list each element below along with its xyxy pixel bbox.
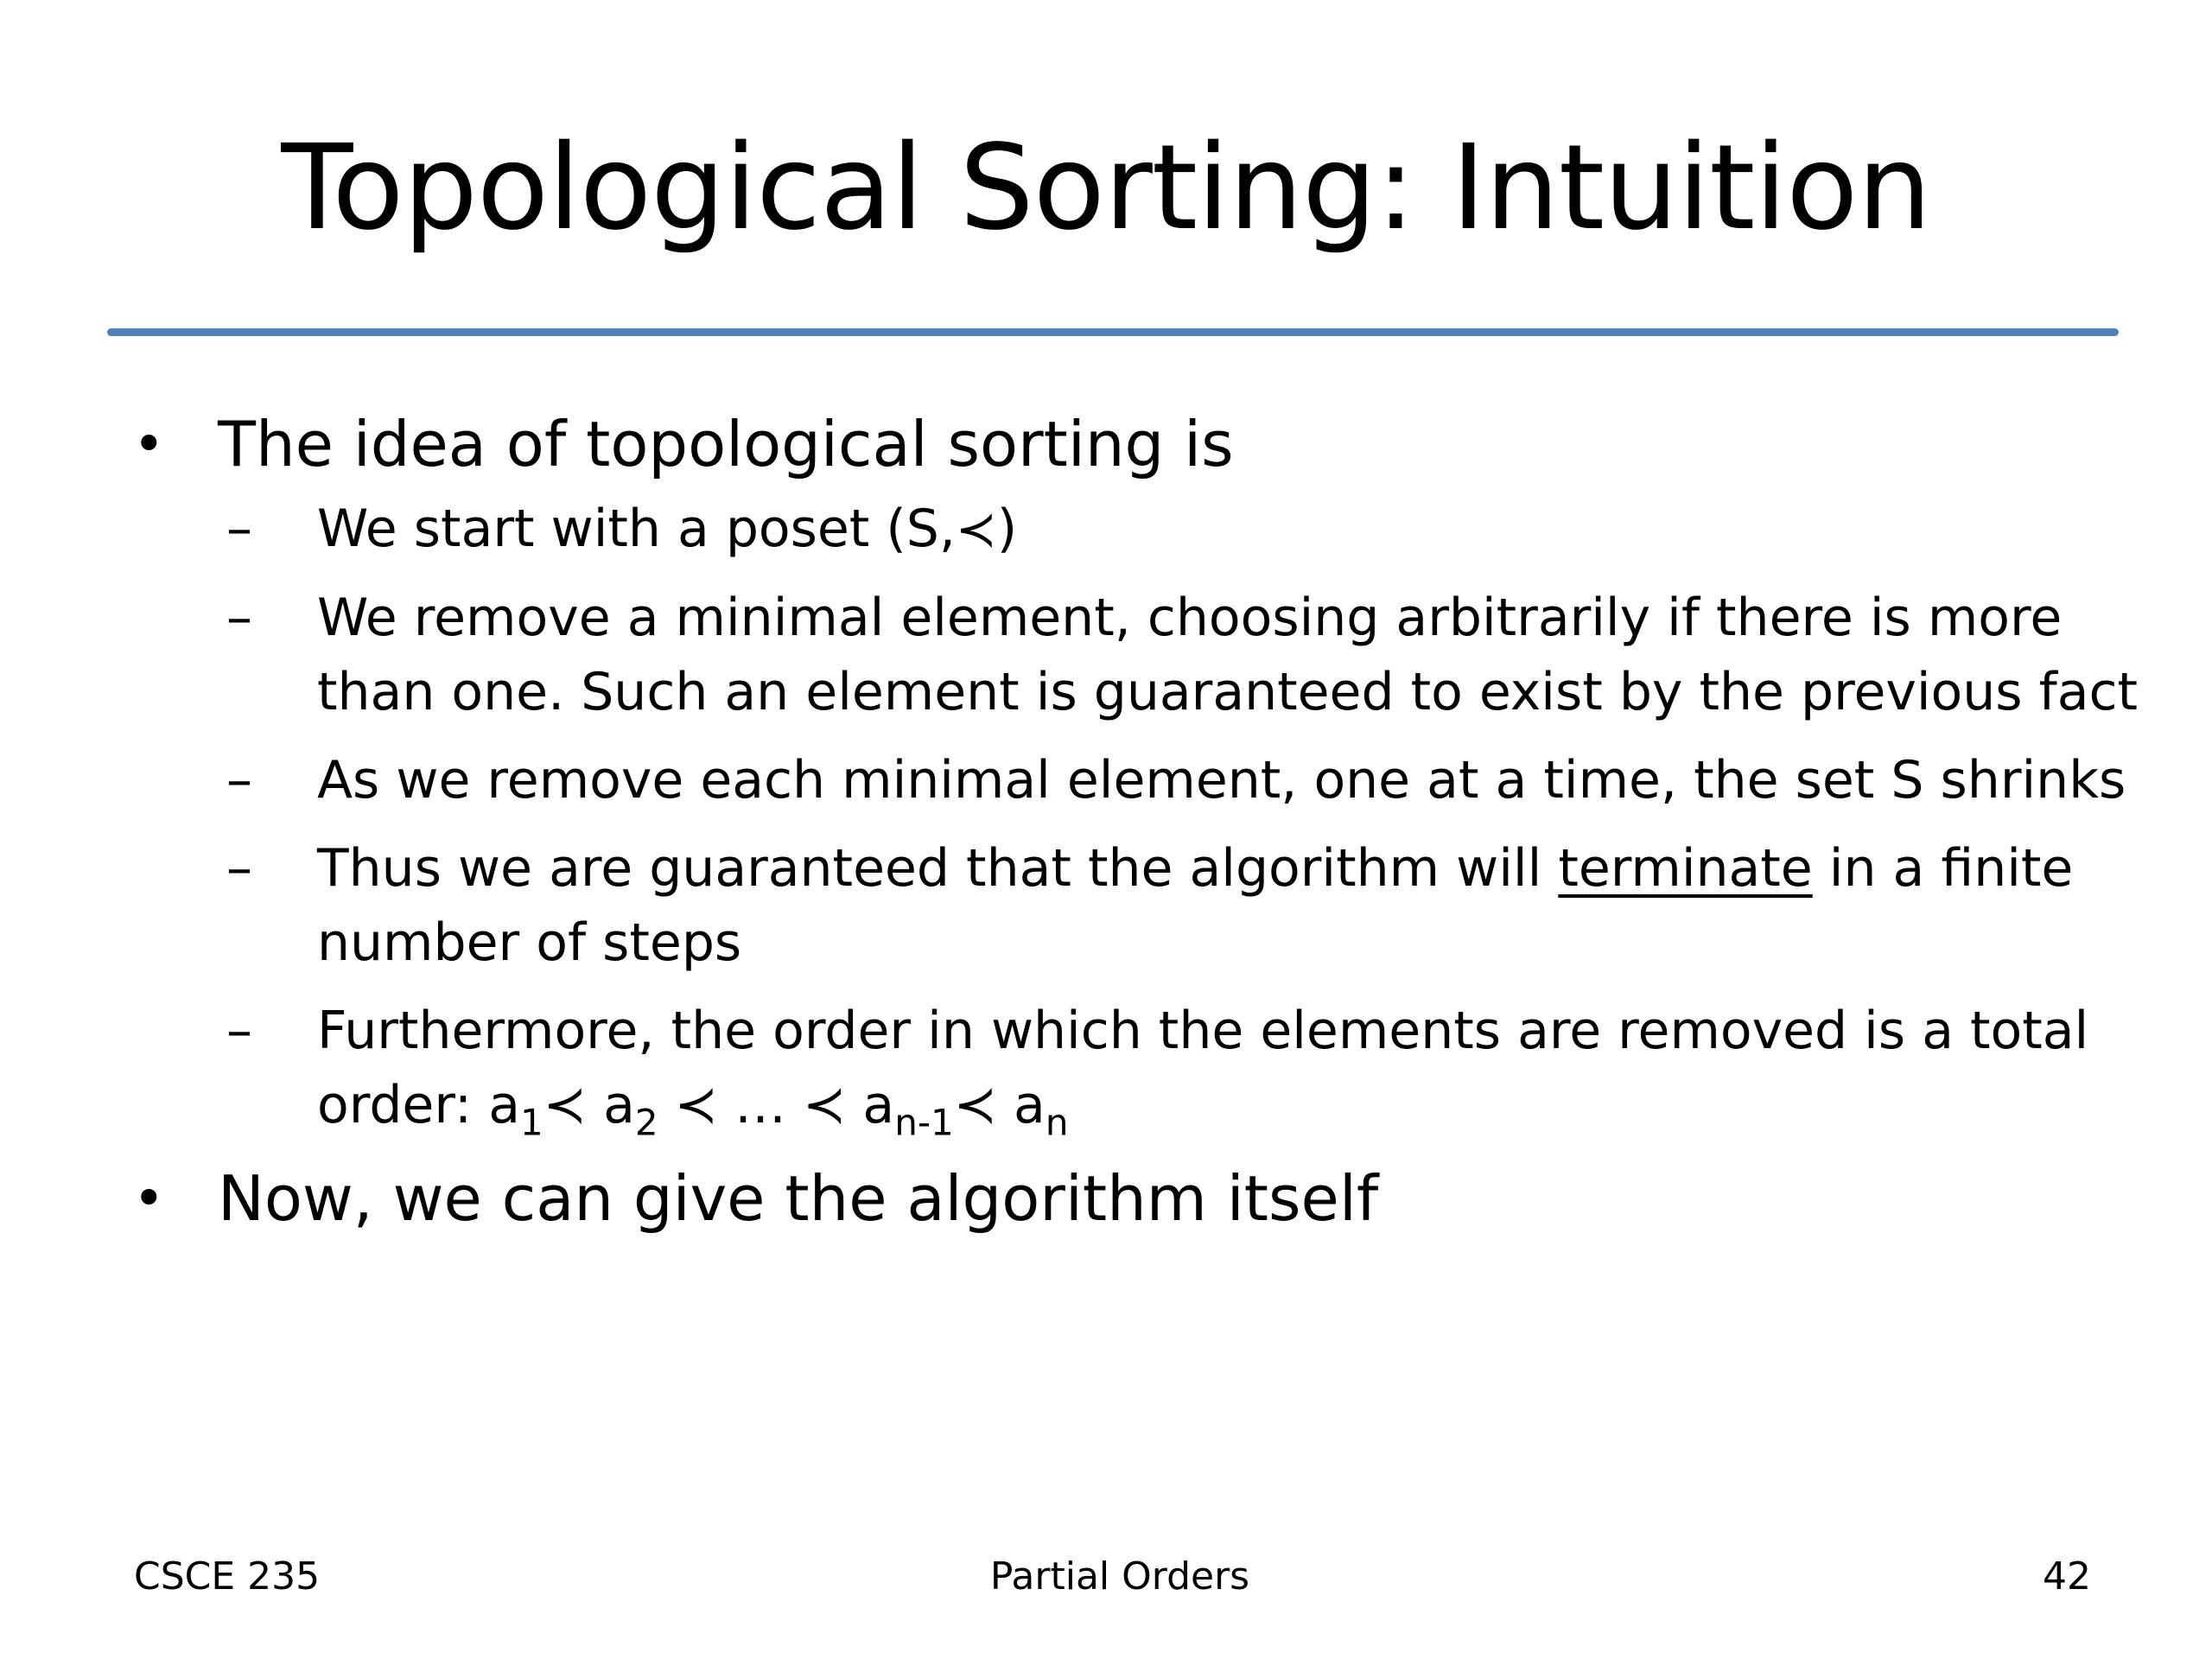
- footer-course: CSCE 235: [134, 1554, 321, 1599]
- total-order-formula: [317, 1068, 2117, 1142]
- sub-bullet-list: [218, 492, 2139, 1144]
- footer-topic: Partial Orders: [989, 1554, 1250, 1599]
- bullet-item-idea: [130, 402, 2139, 1144]
- sub-item-total-order: [226, 994, 2117, 1142]
- formula-subscript-2: 2: [634, 1101, 658, 1144]
- terminate-underlined: terminate: [1558, 838, 1813, 899]
- dash-marker: –: [226, 838, 252, 899]
- terminate-before: Thus we are guaranteed that the algorithm will: [317, 838, 1559, 899]
- terminate-after: in a finite: [1812, 838, 2074, 899]
- formula-part-1: ≺ a: [543, 1075, 635, 1135]
- formula-part-3: ≺ a: [953, 1075, 1046, 1135]
- bullet-marker: •: [133, 1166, 165, 1230]
- sub-item-line: We remove a minimal element, choosing arbitrarily if there is more: [317, 588, 2063, 648]
- formula-subscript-n: n: [1045, 1101, 1069, 1144]
- formula-lead: order: a: [317, 1075, 520, 1135]
- precedes-symbol: ≺: [955, 501, 997, 558]
- slide-title: Topological Sorting: Intuition: [281, 120, 1931, 257]
- sub-item-remove-minimal: [226, 581, 2139, 729]
- dash-marker: –: [226, 499, 252, 559]
- formula-subscript-n-1: n-1: [894, 1101, 954, 1144]
- sub-item-poset: [226, 492, 2117, 567]
- dash-marker: –: [226, 588, 252, 648]
- sub-item-line: number of steps: [317, 912, 742, 973]
- bullet-list: [130, 402, 2139, 1241]
- sub-item-line: As we remove each minimal element, one at a time, the set S shrinks: [317, 750, 2126, 810]
- sub-item-line: than one. Such an element is guaranteed to exist by the previous fact: [317, 662, 2139, 722]
- dash-marker: –: [226, 750, 252, 810]
- bullet-text: The idea of topological sorting is: [218, 408, 1234, 480]
- poset-prefix: We start with a poset (S,: [317, 499, 956, 559]
- title-underline-rule: [107, 328, 2119, 336]
- sub-item-terminate: [226, 831, 2117, 980]
- footer-page-number: 42: [2043, 1554, 2091, 1599]
- sub-item-line: Furthermore, the order in which the elements are removed is a total: [317, 1001, 2089, 1061]
- dash-marker: –: [226, 1001, 252, 1061]
- formula-part-2: ≺ … ≺ a: [658, 1075, 895, 1135]
- formula-subscript-1: 1: [520, 1101, 543, 1144]
- sub-item-line: [317, 831, 2117, 906]
- bullet-marker: •: [133, 412, 165, 475]
- sub-item-set-shrinks: [226, 743, 2126, 817]
- sub-item-text: [317, 492, 2117, 567]
- poset-suffix: ): [996, 499, 1018, 559]
- bullet-text: Now, we can give the algorithm itself: [218, 1162, 1379, 1235]
- bullet-item-algorithm: [130, 1156, 2117, 1241]
